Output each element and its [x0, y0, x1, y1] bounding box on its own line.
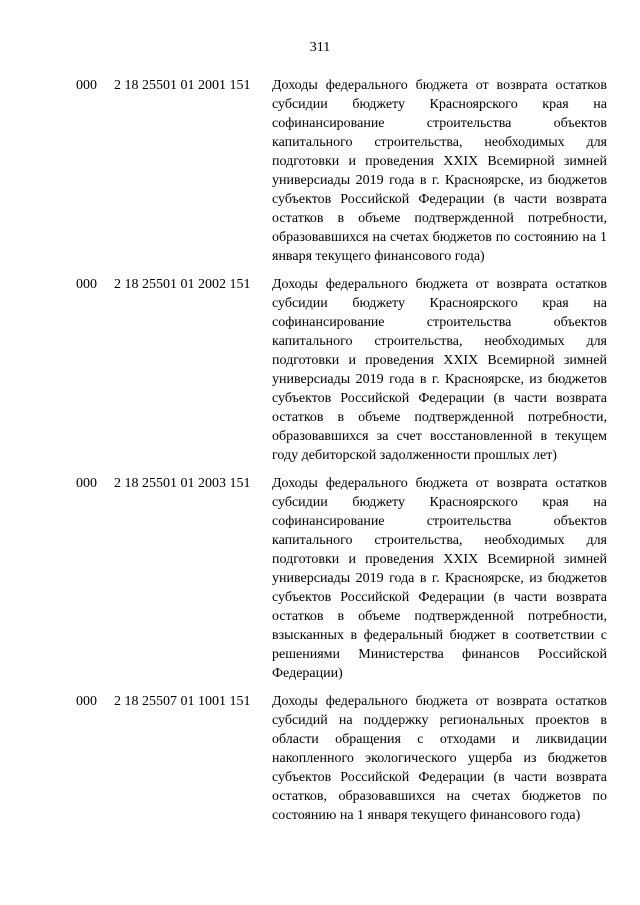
classification-code: 2 18 25507 01 1001 151	[114, 694, 251, 709]
classification-code: 2 18 25501 01 2001 151	[114, 78, 251, 93]
administrator-code: 000	[76, 277, 97, 292]
table-row	[76, 76, 607, 266]
income-description: Доходы федерального бюджета от возврата остатков субсидии бюджету Красноярского края на софинансирование строительства объектов капитального строительства, необходимых для подготовки и проведения XXIX Всемирной зимней универсиады 2019 года в г. Красноярске, из бюджетов субъектов Российской Федерации (в части возврата остатков в объеме подтвержденной потребности, образовавшихся на счетах бюджетов по состоянию на 1 января текущего финансового года)	[272, 78, 607, 264]
income-description: Доходы федерального бюджета от возврата остатков субсидии бюджету Красноярского края на софинансирование строительства объектов капитального строительства, необходимых для подготовки и проведения XXIX Всемирной зимней универсиады 2019 года в г. Красноярске, из бюджетов субъектов Российской Федерации (в части возврата остатков в объеме подтвержденной потребности, взысканных в федеральный бюджет в соответствии с решениями Министерства финансов Российской Федерации)	[272, 476, 607, 681]
administrator-code: 000	[76, 78, 97, 93]
table-row	[76, 692, 607, 825]
administrator-code: 000	[76, 694, 97, 709]
classification-code: 2 18 25501 01 2002 151	[114, 277, 251, 292]
budget-code-table	[76, 76, 607, 834]
table-row	[76, 474, 607, 683]
income-description: Доходы федерального бюджета от возврата остатков субсидий на поддержку региональных проектов в области обращения с отходами и ликвидации накопленного экологического ущерба из бюджетов субъектов Российской Федерации (в части возврата остатков, образовавшихся на счетах бюджетов по состоянию на 1 января текущего финансового года)	[272, 694, 607, 823]
page-number: 311	[309, 40, 331, 55]
table-row	[76, 275, 607, 465]
administrator-code: 000	[76, 476, 97, 491]
classification-code: 2 18 25501 01 2003 151	[114, 476, 251, 491]
income-description: Доходы федерального бюджета от возврата остатков субсидии бюджету Красноярского края на софинансирование строительства объектов капитального строительства, необходимых для подготовки и проведения XXIX Всемирной зимней универсиады 2019 года в г. Красноярске, из бюджетов субъектов Российской Федерации (в части возврата остатков в объеме подтвержденной потребности, образовавшихся за счет восстановленной в текущем году дебиторской задолженности прошлых лет)	[272, 277, 607, 463]
